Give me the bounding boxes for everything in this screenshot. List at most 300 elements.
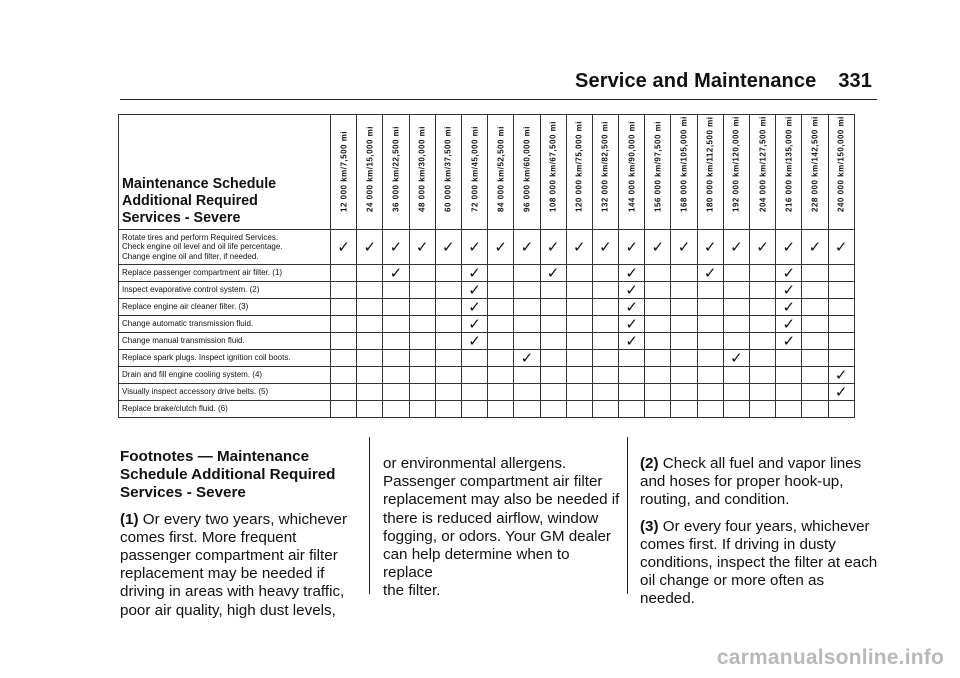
footnotes-column-1: [120, 448, 356, 628]
interval-cell: [409, 282, 435, 299]
interval-header: [645, 115, 671, 230]
footnotes-list: [120, 511, 356, 620]
interval-cell: [592, 265, 618, 282]
interval-cell: [619, 282, 645, 299]
interval-header: [540, 115, 566, 230]
interval-cell: [566, 316, 592, 333]
task-text: Inspect evaporative control system. (2): [122, 285, 260, 295]
interval-cell: [697, 316, 723, 333]
interval-cell: [828, 299, 854, 316]
interval-cell: [514, 299, 540, 316]
interval-cell: [357, 333, 383, 350]
task-text: Replace brake/clutch fluid. (6): [122, 404, 228, 414]
interval-cell: [671, 282, 697, 299]
interval-cell: [828, 230, 854, 265]
footnote-text: there is reduced airflow, window: [383, 509, 599, 527]
interval-cell: [461, 316, 487, 333]
interval-cell: [776, 333, 802, 350]
interval-cell: [409, 367, 435, 384]
checkmark-icon: ✓: [782, 281, 796, 299]
page-number: 331: [838, 70, 872, 92]
interval-cell: [802, 333, 828, 350]
interval-cell: [671, 230, 697, 265]
interval-cell: [357, 282, 383, 299]
interval-header: [331, 115, 357, 230]
table-row: [119, 230, 855, 265]
interval-cell: [802, 367, 828, 384]
interval-cell: [488, 230, 514, 265]
interval-cell: [776, 230, 802, 265]
interval-cell: [592, 401, 618, 418]
footnote-text: Or every four years, whichever: [658, 517, 870, 535]
interval-cell: [828, 384, 854, 401]
interval-header: [723, 115, 749, 230]
footnote-text: driving in areas with heavy traffic,: [120, 583, 345, 601]
interval-cell: [723, 333, 749, 350]
interval-cell: [723, 299, 749, 316]
interval-cell: [645, 230, 671, 265]
interval-cell: [619, 350, 645, 367]
interval-cell: [671, 350, 697, 367]
interval-cell: [723, 350, 749, 367]
interval-cell: [331, 384, 357, 401]
footnote-text: conditions, inspect the filter at each: [640, 554, 878, 572]
interval-cell: [619, 333, 645, 350]
table-body: [119, 230, 855, 418]
interval-cell: [566, 299, 592, 316]
interval-cell: [697, 367, 723, 384]
checkmark-icon: ✓: [730, 238, 743, 256]
checkmark-icon: ✓: [625, 298, 638, 316]
interval-cell: [750, 265, 776, 282]
interval-cell: [671, 333, 697, 350]
footnotes-column-2: [383, 455, 623, 609]
footnote-text: routing, and condition.: [640, 491, 790, 509]
interval-label: 60 000 km/37,500 mi: [443, 125, 453, 212]
interval-cell: [461, 230, 487, 265]
interval-cell: [540, 350, 566, 367]
table-row: [119, 401, 855, 418]
interval-cell: [461, 282, 487, 299]
interval-label: 228 000 km/142,500 mi: [810, 116, 820, 212]
footnote-text: poor air quality, high dust levels,: [120, 601, 336, 619]
interval-cell: [331, 230, 357, 265]
table-row: [119, 384, 855, 401]
task-text: Change manual transmission fluid.: [122, 336, 245, 346]
footnote-text: and hoses for proper hook-up,: [640, 473, 844, 491]
interval-cell: [357, 401, 383, 418]
interval-cell: [697, 282, 723, 299]
checkmark-icon: ✓: [625, 332, 638, 350]
interval-cell: [540, 282, 566, 299]
checkmark-icon: ✓: [546, 264, 560, 282]
checkmark-icon: ✓: [782, 238, 796, 256]
interval-cell: [488, 316, 514, 333]
interval-cell: [776, 265, 802, 282]
interval-header: [750, 115, 776, 230]
checkmark-icon: ✓: [782, 264, 796, 282]
interval-cell: [540, 230, 566, 265]
interval-cell: [383, 265, 409, 282]
interval-cell: [566, 401, 592, 418]
interval-cell: [566, 282, 592, 299]
interval-cell: [671, 367, 697, 384]
task-text: Replace spark plugs. Inspect ignition coil boots.: [122, 353, 291, 363]
task-text: Replace engine air cleaner filter. (3): [122, 302, 249, 312]
maintenance-schedule-table: [118, 114, 855, 418]
interval-cell: [566, 350, 592, 367]
interval-cell: [776, 384, 802, 401]
interval-cell: [435, 384, 461, 401]
task-cell: [119, 316, 331, 333]
footnotes-title-line: Footnotes — Maintenance: [120, 448, 310, 465]
interval-cell: [671, 299, 697, 316]
interval-header: [776, 115, 802, 230]
checkmark-icon: ✓: [834, 238, 848, 256]
interval-cell: [802, 265, 828, 282]
interval-cell: [488, 401, 514, 418]
task-text: Drain and fill engine cooling system. (4): [122, 370, 263, 380]
interval-cell: [540, 265, 566, 282]
interval-label: 120 000 km/75,000 mi: [574, 121, 584, 212]
column-divider: [369, 437, 370, 594]
checkmark-icon: ✓: [625, 281, 638, 299]
task-cell: [119, 282, 331, 299]
footnotes-column-3: [640, 455, 880, 617]
checkmark-icon: ✓: [363, 238, 377, 256]
interval-cell: [357, 350, 383, 367]
table-row: [119, 367, 855, 384]
checkmark-icon: ✓: [389, 264, 403, 282]
interval-cell: [409, 316, 435, 333]
interval-cell: [750, 282, 776, 299]
interval-cell: [645, 299, 671, 316]
task-text: Visually inspect accessory drive belts. (5): [122, 387, 269, 397]
table-title-line: Maintenance Schedule: [122, 176, 277, 192]
interval-cell: [461, 333, 487, 350]
task-text: Change automatic transmission fluid.: [122, 319, 254, 329]
interval-cell: [331, 350, 357, 367]
checkmark-icon: ✓: [625, 238, 638, 256]
interval-cell: [540, 333, 566, 350]
checkmark-icon: ✓: [520, 238, 534, 256]
footnote-text: oil change or more often as needed.: [640, 572, 825, 608]
footnote-text: comes first. If driving in dusty: [640, 535, 836, 553]
interval-cell: [331, 333, 357, 350]
footnote-text: fogging, or odors. Your GM dealer: [383, 527, 611, 545]
checkmark-icon: ✓: [782, 332, 796, 350]
interval-cell: [645, 282, 671, 299]
interval-cell: [488, 384, 514, 401]
checkmark-icon: ✓: [703, 264, 717, 282]
interval-cell: [619, 230, 645, 265]
checkmark-icon: ✓: [468, 238, 481, 256]
interval-label: 180 000 km/112,500 mi: [705, 116, 715, 212]
checkmark-icon: ✓: [756, 238, 769, 256]
table-title-line: Additional Required: [122, 193, 258, 209]
interval-cell: [802, 282, 828, 299]
task-text: Replace passenger compartment air filter. (1): [122, 268, 283, 278]
interval-cell: [697, 350, 723, 367]
interval-cell: [435, 316, 461, 333]
task-text: Change engine oil and filter, if needed.: [122, 251, 259, 261]
interval-cell: [488, 265, 514, 282]
interval-label: 72 000 km/45,000 mi: [470, 125, 480, 212]
interval-cell: [331, 282, 357, 299]
interval-cell: [723, 265, 749, 282]
checkmark-icon: ✓: [520, 349, 534, 367]
interval-cell: [645, 367, 671, 384]
interval-cell: [435, 282, 461, 299]
interval-cell: [514, 265, 540, 282]
interval-header: [802, 115, 828, 230]
footnotes-title: [120, 448, 356, 503]
interval-cell: [540, 316, 566, 333]
task-cell: [119, 265, 331, 282]
interval-cell: [435, 299, 461, 316]
interval-cell: [540, 299, 566, 316]
interval-cell: [409, 350, 435, 367]
interval-cell: [514, 350, 540, 367]
footnotes-title-line: Schedule Additional Required: [120, 466, 336, 484]
interval-cell: [592, 282, 618, 299]
interval-cell: [540, 367, 566, 384]
interval-cell: [802, 316, 828, 333]
footnote-text: the filter.: [383, 582, 441, 600]
interval-header: [461, 115, 487, 230]
checkmark-icon: ✓: [834, 366, 848, 384]
interval-cell: [802, 299, 828, 316]
interval-cell: [671, 384, 697, 401]
interval-cell: [592, 350, 618, 367]
checkmark-icon: ✓: [651, 238, 665, 256]
interval-header: [697, 115, 723, 230]
interval-header: [488, 115, 514, 230]
interval-label: 36 000 km/22,500 mi: [391, 125, 401, 212]
checkmark-icon: ✓: [468, 298, 481, 316]
checkmark-icon: ✓: [572, 238, 586, 256]
interval-cell: [357, 230, 383, 265]
interval-cell: [435, 230, 461, 265]
interval-cell: [671, 316, 697, 333]
footnote-number: (2): [640, 455, 659, 472]
interval-cell: [697, 265, 723, 282]
interval-header: [619, 115, 645, 230]
checkmark-icon: ✓: [468, 281, 481, 299]
interval-cell: [383, 350, 409, 367]
interval-label: 240 000 km/150,000 mi: [836, 116, 846, 212]
footnote-number: (3): [640, 517, 659, 535]
interval-cell: [488, 333, 514, 350]
interval-cell: [776, 350, 802, 367]
footnote: [120, 511, 356, 620]
interval-cell: [697, 299, 723, 316]
interval-cell: [828, 316, 854, 333]
footnotes-title-line: Services - Severe: [120, 484, 246, 502]
interval-cell: [488, 299, 514, 316]
checkmark-icon: ✓: [599, 238, 612, 256]
interval-cell: [461, 299, 487, 316]
interval-cell: [592, 230, 618, 265]
interval-cell: [697, 333, 723, 350]
interval-cell: [697, 230, 723, 265]
interval-cell: [723, 401, 749, 418]
interval-cell: [435, 333, 461, 350]
task-text: Rotate tires and perform Required Services.: [122, 232, 279, 242]
interval-cell: [331, 401, 357, 418]
interval-cell: [619, 265, 645, 282]
interval-cell: [566, 333, 592, 350]
checkmark-icon: ✓: [494, 238, 507, 256]
interval-cell: [383, 230, 409, 265]
interval-label: 96 000 km/60,000 mi: [522, 125, 532, 212]
task-cell: [119, 230, 331, 265]
interval-label: 216 000 km/135,000 mi: [784, 116, 794, 212]
interval-cell: [383, 384, 409, 401]
checkmark-icon: ✓: [468, 315, 481, 333]
interval-header: [592, 115, 618, 230]
task-cell: [119, 333, 331, 350]
interval-header: [671, 115, 697, 230]
interval-header: [828, 115, 854, 230]
interval-cell: [592, 367, 618, 384]
interval-label: 24 000 km/15,000 mi: [365, 125, 375, 212]
interval-cell: [383, 367, 409, 384]
table-row: [119, 333, 855, 350]
interval-cell: [383, 282, 409, 299]
interval-cell: [409, 384, 435, 401]
interval-cell: [461, 265, 487, 282]
interval-cell: [776, 316, 802, 333]
interval-cell: [645, 316, 671, 333]
interval-cell: [514, 282, 540, 299]
interval-cell: [750, 299, 776, 316]
interval-cell: [619, 299, 645, 316]
interval-cell: [383, 333, 409, 350]
footnote-text: Check all fuel and vapor lines: [658, 455, 862, 472]
interval-cell: [566, 367, 592, 384]
interval-label: 12 000 km/7,500 mi: [339, 130, 349, 212]
interval-header: [357, 115, 383, 230]
interval-cell: [776, 401, 802, 418]
checkmark-icon: ✓: [677, 238, 691, 256]
table-title: [119, 115, 331, 230]
checkmark-icon: ✓: [546, 238, 560, 256]
interval-cell: [619, 367, 645, 384]
interval-cell: [514, 401, 540, 418]
interval-cell: [540, 384, 566, 401]
interval-cell: [828, 367, 854, 384]
interval-cell: [357, 384, 383, 401]
interval-cell: [776, 367, 802, 384]
interval-label: 192 000 km/120,000 mi: [731, 116, 741, 212]
interval-cell: [488, 350, 514, 367]
table-row: [119, 282, 855, 299]
interval-cell: [723, 282, 749, 299]
checkmark-icon: ✓: [625, 315, 638, 333]
table-row: [119, 316, 855, 333]
interval-cell: [619, 401, 645, 418]
interval-cell: [435, 265, 461, 282]
interval-cell: [514, 384, 540, 401]
interval-cell: [645, 350, 671, 367]
interval-cell: [409, 333, 435, 350]
interval-cell: [409, 299, 435, 316]
interval-cell: [592, 333, 618, 350]
interval-cell: [514, 316, 540, 333]
interval-cell: [828, 282, 854, 299]
interval-cell: [409, 230, 435, 265]
interval-cell: [828, 401, 854, 418]
interval-cell: [671, 265, 697, 282]
interval-cell: [488, 282, 514, 299]
interval-cell: [750, 333, 776, 350]
checkmark-icon: ✓: [389, 238, 403, 256]
footnote-text: passenger compartment air filter: [120, 547, 338, 565]
interval-cell: [488, 367, 514, 384]
interval-cell: [828, 265, 854, 282]
task-cell: [119, 367, 331, 384]
interval-cell: [802, 350, 828, 367]
table-row: [119, 299, 855, 316]
interval-cell: [383, 299, 409, 316]
footnote: [640, 518, 880, 609]
interval-label: 84 000 km/52,500 mi: [496, 125, 506, 212]
table-row: [119, 265, 855, 282]
checkmark-icon: ✓: [782, 315, 796, 333]
interval-cell: [461, 401, 487, 418]
interval-label: 156 000 km/97,500 mi: [653, 121, 663, 212]
interval-cell: [514, 230, 540, 265]
table-header-row: [119, 115, 855, 230]
checkmark-icon: ✓: [625, 264, 638, 282]
checkmark-icon: ✓: [703, 238, 717, 256]
interval-header: [383, 115, 409, 230]
interval-cell: [514, 367, 540, 384]
interval-cell: [435, 367, 461, 384]
interval-label: 144 000 km/90,000 mi: [627, 121, 637, 212]
interval-label: 168 000 km/105,000 mi: [679, 116, 689, 212]
checkmark-icon: ✓: [415, 238, 429, 256]
table-row: [119, 350, 855, 367]
interval-cell: [750, 401, 776, 418]
interval-cell: [723, 384, 749, 401]
interval-cell: [357, 316, 383, 333]
interval-cell: [723, 367, 749, 384]
interval-cell: [331, 367, 357, 384]
interval-cell: [383, 401, 409, 418]
footnote-text: can help determine when to replace: [383, 546, 570, 582]
interval-cell: [619, 384, 645, 401]
interval-cell: [802, 230, 828, 265]
checkmark-icon: ✓: [337, 238, 350, 256]
interval-cell: [383, 316, 409, 333]
interval-cell: [697, 384, 723, 401]
interval-cell: [540, 401, 566, 418]
interval-cell: [645, 333, 671, 350]
interval-cell: [331, 316, 357, 333]
footnote: [640, 455, 880, 510]
interval-cell: [357, 299, 383, 316]
interval-cell: [461, 384, 487, 401]
interval-header: [409, 115, 435, 230]
footnote-text: Passenger compartment air filter: [383, 473, 603, 491]
interval-header: [566, 115, 592, 230]
checkmark-icon: ✓: [442, 238, 455, 256]
footnote-text: Or every two years, whichever: [138, 510, 348, 528]
interval-cell: [723, 316, 749, 333]
checkmark-icon: ✓: [808, 238, 822, 256]
